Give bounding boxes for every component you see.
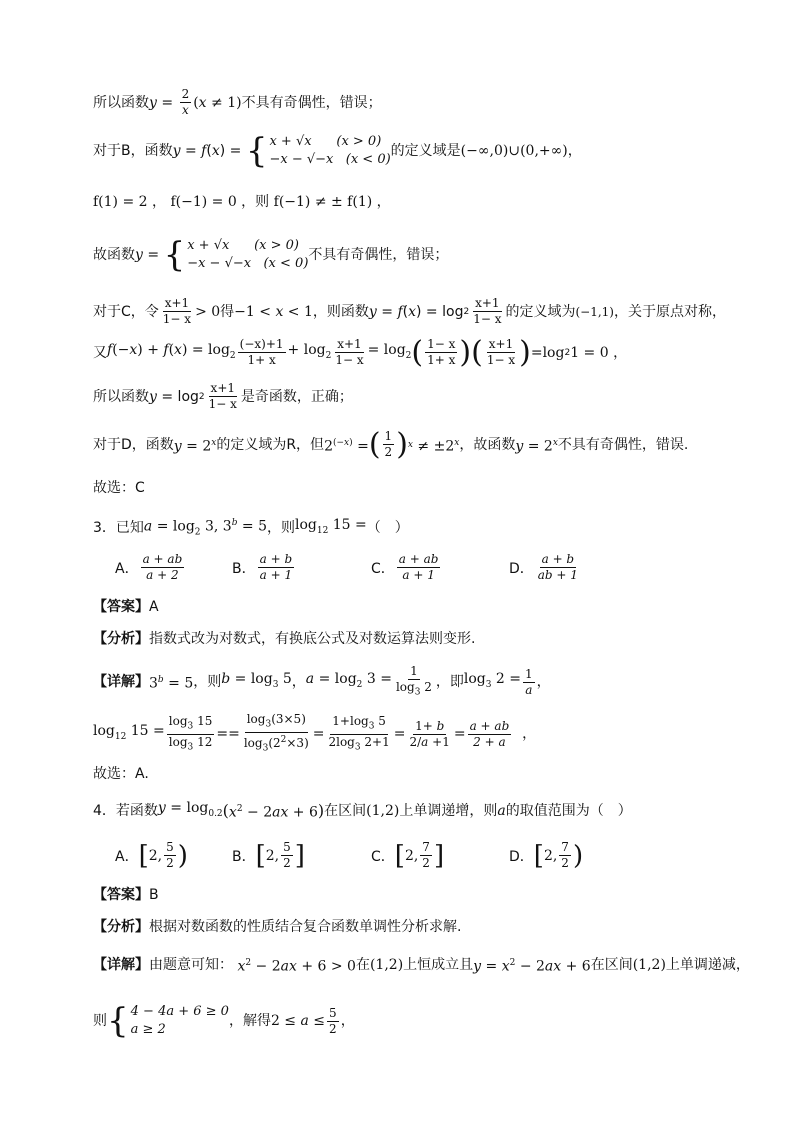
q3-option-c: C． a + ab a + 1 [371,552,439,582]
q4-analysis: 【分析】 根据对数函数的性质结合复合函数单调性分析求解. [93,919,462,935]
q4-answer: 【答案】 B [93,887,159,903]
q3-analysis: 【分析】 指数式改为对数式，有换底公式及对数运算法则变形. [93,631,476,647]
q3-final: 故选：A. [93,766,149,782]
q3-option-b: B． a + b a + 1 [232,552,293,582]
q3-stem: 3．已知 $a = \log_2 3$, $3^b = 5$ ，则 $\log_{12} 15$ = （ ） [93,516,409,538]
q3-option-d: D． a + b ab + 1 [509,552,578,582]
line-8: 对于D，函数 $y = 2^x$ 的定义域为R，但 $2^{(-x)}$ = ( 1 2 ) x ≠ $\pm 2^x$ ，故函数 $y = 2^x$ 不具有奇偶性，错误. [93,426,689,462]
q4-option-c: C． [ 2, 7 2 ] [371,840,445,871]
q4-conclusion: 则 { 4 − 4a + 6 ≥ 0 a ≥ 2 ，解得 2 ≤ a ≤ $\frac{5}{2}$ ， [93,1001,355,1041]
line-4: 故函数 y = { x + √x (x > 0) −x − √−x (x < 0) 不具有奇偶性，错误； [93,235,449,275]
line-1: 所以函数 y = 2 x (x ≠ 1) 不具有奇偶性，错误； [93,87,382,117]
q4-option-b: B． [ 2, 5 2 ] [232,840,305,871]
line-9: 故选：C [93,480,145,496]
q3-option-a: A． a + ab a + 2 [115,552,183,582]
q3-detail: 【详解】 $3^b = 5$ ，则 $b = \log_3 5$ ， $a = \log_2 3$ = $\frac{1}{\log_3 2}$ ，即 $\log_3 2$ = $\frac{1}{a}$ ， [93,664,551,698]
q4-stem: 4．若函数 $y = \log_{0.2}$ ( $x^2 - 2ax + 6$ ) 在区间 (1,2) 上单调递增，则 a 的取值范围为（ ） [93,800,632,821]
q4-detail: 【详解】 由题意可知： $x^2 - 2ax + 6 > 0$ 在 (1,2) 上恒成立且 $y = x^2 - 2ax + 6$ 在区间 (1,2) 上单调递减， [93,956,750,975]
q3-answer: 【答案】 A [93,599,159,615]
line-3: f(1) = 2 ， f(−1) = 0 ，则 f(−1) ≠ ± f(1) ， [93,194,391,210]
line-7: 所以函数 y = log 2 x+1 1− x 是奇函数，正确； [93,381,353,411]
line-5: 对于C，令 x+1 1− x > 0 得 −1 < x < 1 ，则函数 y = f ( x ) = log 2 x+1 1− x 的定义域为 (−1,1) ，关于原点对称， [93,296,726,326]
line-2: 对于B，函数 y = f ( x ) = { x + √x (x > 0) −x − √−x (x < 0) 的定义域是 (−∞,0)∪(0,+∞) ， [93,131,582,171]
line-6: 又 $f(-x) + f(x) = \log_2$ (−x)+1 1+ x + $\log_2$ $\frac{x+1}{1- x}$ = $\log_2$ ( 1− x 1+ x ) ( x+1 1− x ) =log 2 1 = 0 ， [93,334,628,370]
q4-option-a: A． [ 2, 5 2 ) [115,840,188,871]
q3-derivation: $\log_{12} 15$ = $\frac{\log_3 15}{\log_3 12}$ == $\frac{\log_3(3\times 5)}{\log_3(2^2\times 3)}$ = $\frac{1+\log_3 5}{2\log_3 2+1}$ = $\frac{1+ b}{2/a +1}$ = $\frac{a + ab}{2 + a}$ ， [93,712,537,754]
q4-option-d: D． [ 2, 7 2 ) [509,840,584,871]
